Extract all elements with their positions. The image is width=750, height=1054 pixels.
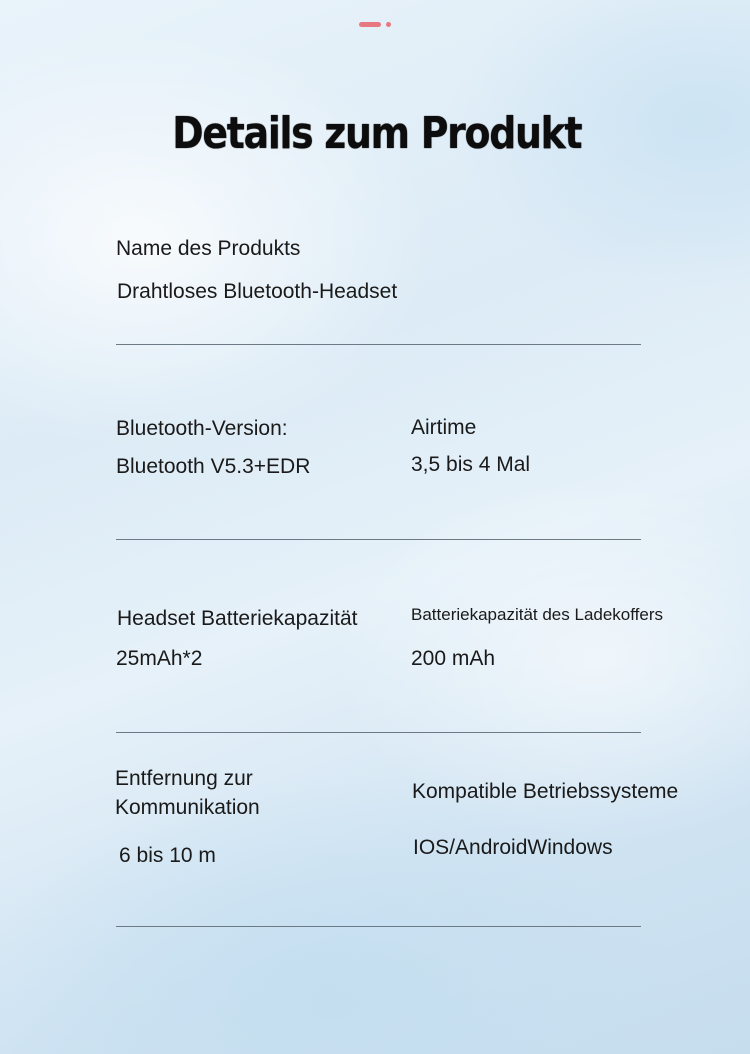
carousel-pager	[359, 21, 399, 29]
product-name-value: Drahtloses Bluetooth-Headset	[117, 280, 398, 303]
compatible-os-label: Kompatible Betriebssysteme	[412, 780, 679, 803]
bluetooth-version-value: Bluetooth V5.3+EDR	[116, 455, 311, 478]
pager-active-indicator[interactable]	[359, 22, 381, 27]
case-battery-label: Batteriekapazität des Ladekoffers	[411, 605, 664, 624]
divider	[116, 926, 641, 927]
divider	[116, 539, 641, 540]
compatible-os-value: IOS/AndroidWindows	[413, 836, 613, 859]
case-battery-value: 200 mAh	[411, 647, 496, 670]
range-value: 6 bis 10 m	[119, 844, 216, 867]
page-title: Details zum Produkt	[172, 108, 582, 159]
headset-battery-value: 25mAh*2	[116, 647, 203, 670]
pager-dot[interactable]	[386, 22, 391, 27]
divider	[116, 344, 641, 345]
bluetooth-version-label: Bluetooth-Version:	[116, 417, 288, 440]
product-name-label: Name des Produkts	[116, 237, 301, 260]
divider	[116, 732, 641, 733]
range-label-line1: Entfernung zur	[115, 767, 253, 790]
airtime-label: Airtime	[411, 416, 477, 439]
headset-battery-label: Headset Batteriekapazität	[117, 607, 358, 630]
range-label-line2: Kommunikation	[115, 796, 260, 819]
airtime-value: 3,5 bis 4 Mal	[411, 453, 531, 476]
